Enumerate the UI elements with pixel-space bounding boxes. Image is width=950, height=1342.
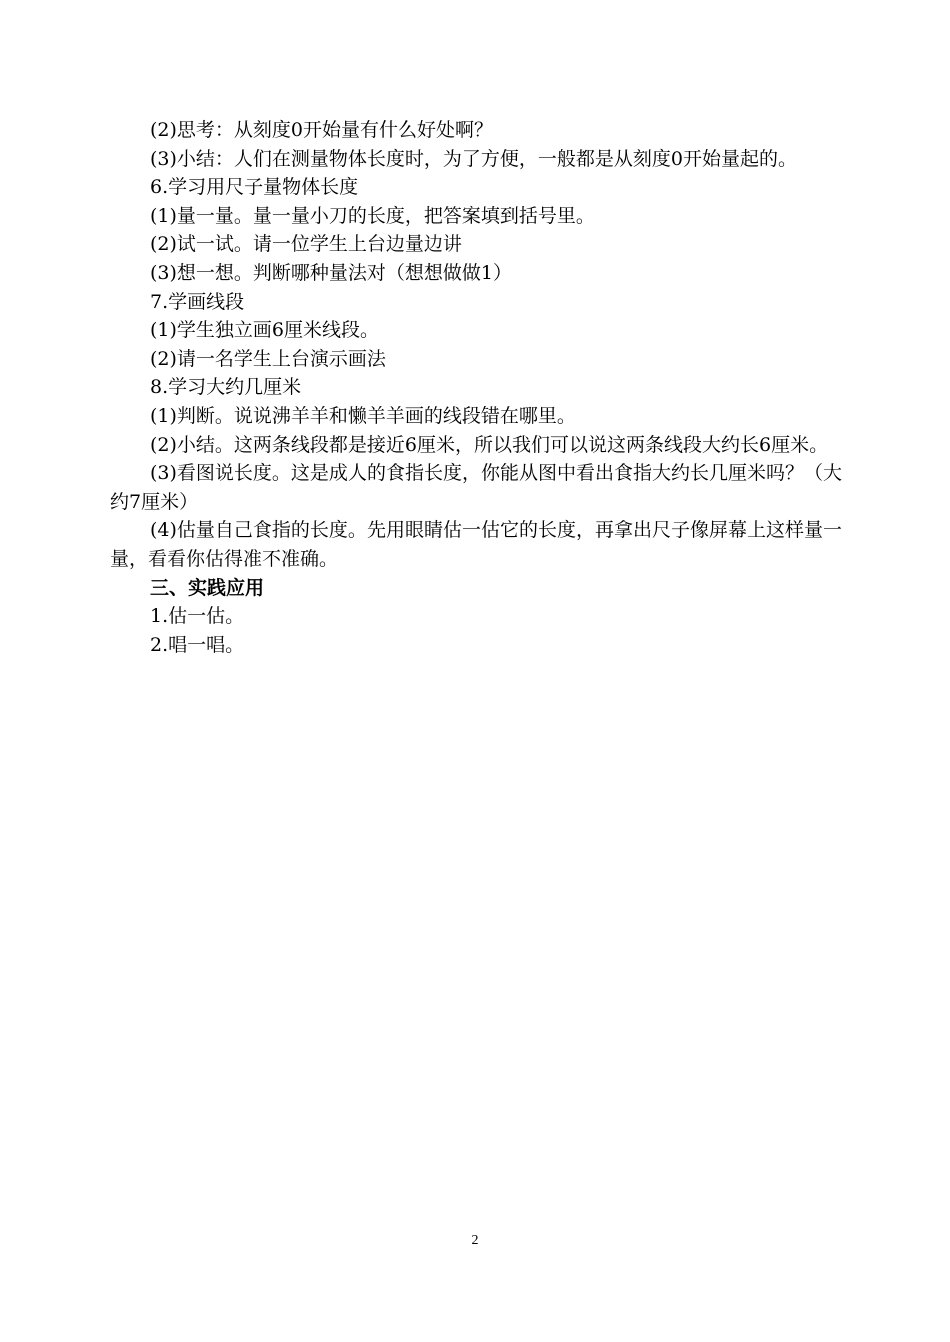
paragraph-measure-knife: (1)量一量。量一量小刀的长度，把答案填到括号里。 [150, 204, 595, 227]
heading-measure-with-ruler: 6.学习用尺子量物体长度 [150, 176, 359, 199]
paragraph-think-start-zero: (2)思考：从刻度0开始量有什么好处啊？ [150, 119, 494, 141]
paragraph-finger-length: (3)看图说长度。这是成人的食指长度，你能从图中看出食指大约长几厘米吗？（大约7厘米） [110, 462, 842, 513]
paragraph-sing: 2.唱一唱。 [150, 633, 245, 656]
paragraph-judge-segments: (1)判断。说说沸羊羊和懒羊羊画的线段错在哪里。 [150, 404, 576, 427]
paragraph-summary-approx-6cm: (2)小结。这两条线段都是接近6厘米，所以我们可以说这两条线段大约长6厘米。 [150, 433, 829, 456]
paragraph-summary-start-zero: (3)小结：人们在测量物体长度时，为了方便，一般都是从刻度0开始量起的。 [150, 147, 798, 170]
section-heading-practice: 三、实践应用 [150, 576, 265, 599]
paragraph-try-it: (2)试一试。请一位学生上台边量边讲 [150, 233, 462, 256]
page-number: 2 [471, 1233, 479, 1248]
paragraph-estimate: 1.估一估。 [150, 605, 245, 628]
paragraph-estimate-finger: (4)估量自己食指的长度。先用眼睛估一估它的长度，再拿出尺子像屏幕上这样量一量，看看你估得准不准确。 [110, 519, 842, 570]
heading-approximate-cm: 8.学习大约几厘米 [150, 376, 302, 399]
paragraph-demo-drawing: (2)请一名学生上台演示画法 [150, 347, 386, 370]
document-body [110, 116, 842, 659]
paragraph-think-judge: (3)想一想。判断哪种量法对（想想做做1） [150, 261, 513, 284]
heading-draw-segment: 7.学画线段 [150, 290, 245, 313]
paragraph-draw-6cm: (1)学生独立画6厘米线段。 [150, 319, 380, 342]
